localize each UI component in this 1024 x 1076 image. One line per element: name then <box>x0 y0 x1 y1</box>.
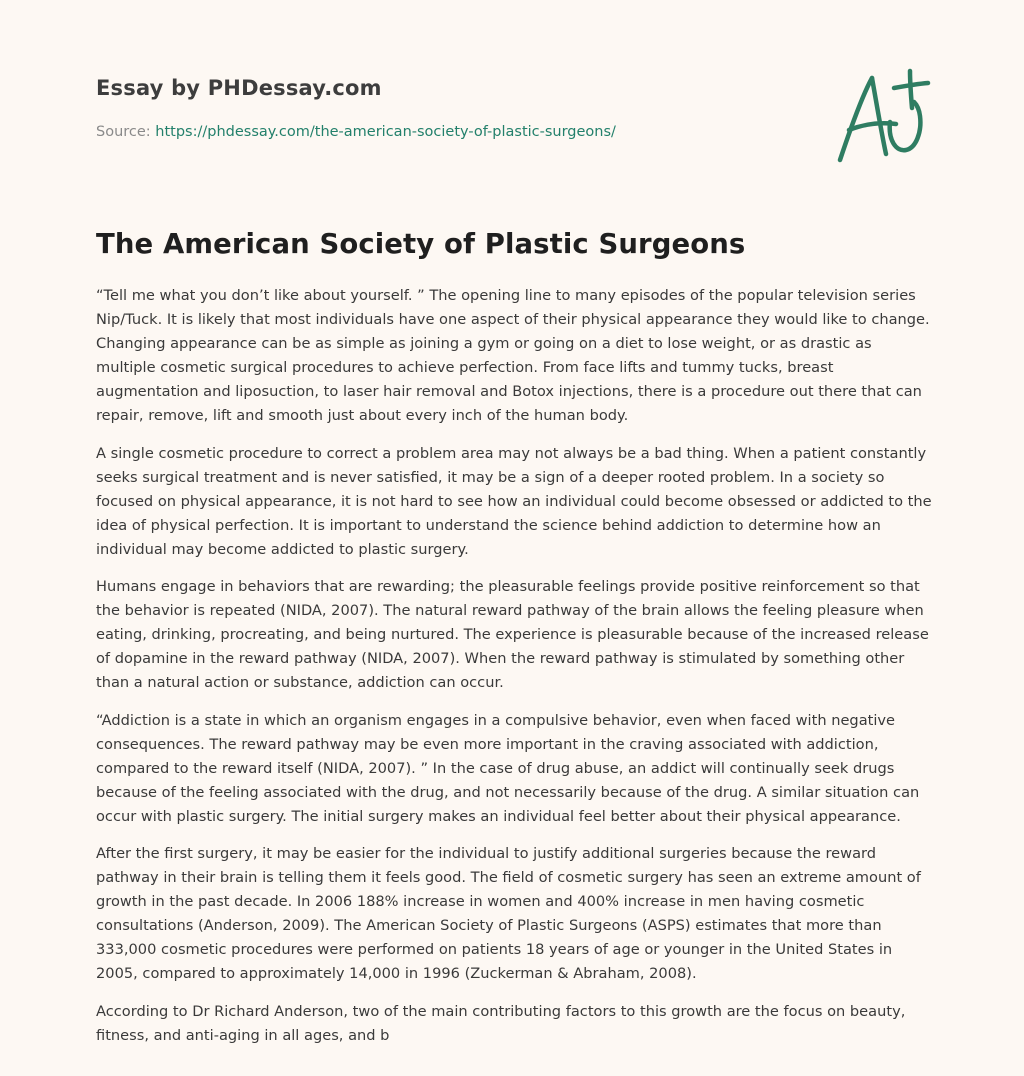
essay-paragraph: “Addiction is a state in which an organism engages in a compulsive behavior, even when faced with negative consequences. The reward pathway may be even more important in the craving associated with addiction, compared to the reward itself (NIDA, 2007). ” In the case of drug abuse, an addict will continually seek drugs because of the feeling associated with the drug, and not necessarily because of the drug. A similar situation can occur with plastic surgery. The initial surgery makes an individual feel better about their physical appearance. <box>96 711 920 825</box>
essay-paragraph: After the first surgery, it may be easier for the individual to justify additional surgeries because the reward pathway in their brain is telling them it feels good. The field of cosmetic surgery has seen an extreme amount of growth in the past decade. In 2006 188% increase in women and 400% increase in men having cosmetic consultations (Anderson, 2009). The American Society of Plastic Surgeons (ASPS) estimates that more than 333,000 cosmetic procedures were performed on patients 18 years of age or younger in the United States in 2005, compared to approximately 14,000 in 1996 (Zuckerman & Abraham, 2008). <box>96 844 921 983</box>
source-link[interactable]: https://phdessay.com/the-american-society-of-plastic-surgeons/ <box>155 124 616 140</box>
source-label: Source: <box>96 124 151 140</box>
essay-title: The American Society of Plastic Surgeons <box>96 228 746 260</box>
essay-paragraph: A single cosmetic procedure to correct a problem area may not always be a bad thing. When a patient constantly seeks surgical treatment and is never satisfied, it may be a sign of a deeper rooted problem. In a society so focused on physical appearance, it is not hard to see how an individual could become obsessed or addicted to the idea of physical perfection. It is important to understand the science behind addiction to determine how an individual may become addicted to plastic surgery. <box>96 444 932 558</box>
essay-paragraph: According to Dr Richard Anderson, two of the main contributing factors to this growth are the focus on beauty, fitness, and anti-aging in all ages, and b <box>96 1002 906 1044</box>
essay-body <box>96 284 932 1061</box>
essay-paragraph: “Tell me what you don’t like about yourself. ” The opening line to many episodes of the popular television series Nip/Tuck. It is likely that most individuals have one aspect of their physical appearance they would like to change. Changing appearance can be as simple as joining a gym or going on a diet to lose weight, or as drastic as multiple cosmetic surgical procedures to achieve perfection. From face lifts and tummy tucks, breast augmentation and liposuction, to laser hair removal and Botox injections, there is a procedure out there that can repair, remove, lift and smooth just about every inch of the human body. <box>96 287 930 425</box>
a-plus-logo-icon <box>830 66 934 166</box>
site-title: Essay by PHDessay.com <box>96 76 382 100</box>
source-line <box>96 124 616 140</box>
essay-paragraph: Humans engage in behaviors that are rewarding; the pleasurable feelings provide positive reinforcement so that the behavior is repeated (NIDA, 2007). The natural reward pathway of the brain allows the feeling pleasure when eating, drinking, procreating, and being nurtured. The experience is pleasurable because of the increased release of dopamine in the reward pathway (NIDA, 2007). When the reward pathway is stimulated by something other than a natural action or substance, addiction can occur. <box>96 578 929 692</box>
page-header <box>96 0 928 190</box>
